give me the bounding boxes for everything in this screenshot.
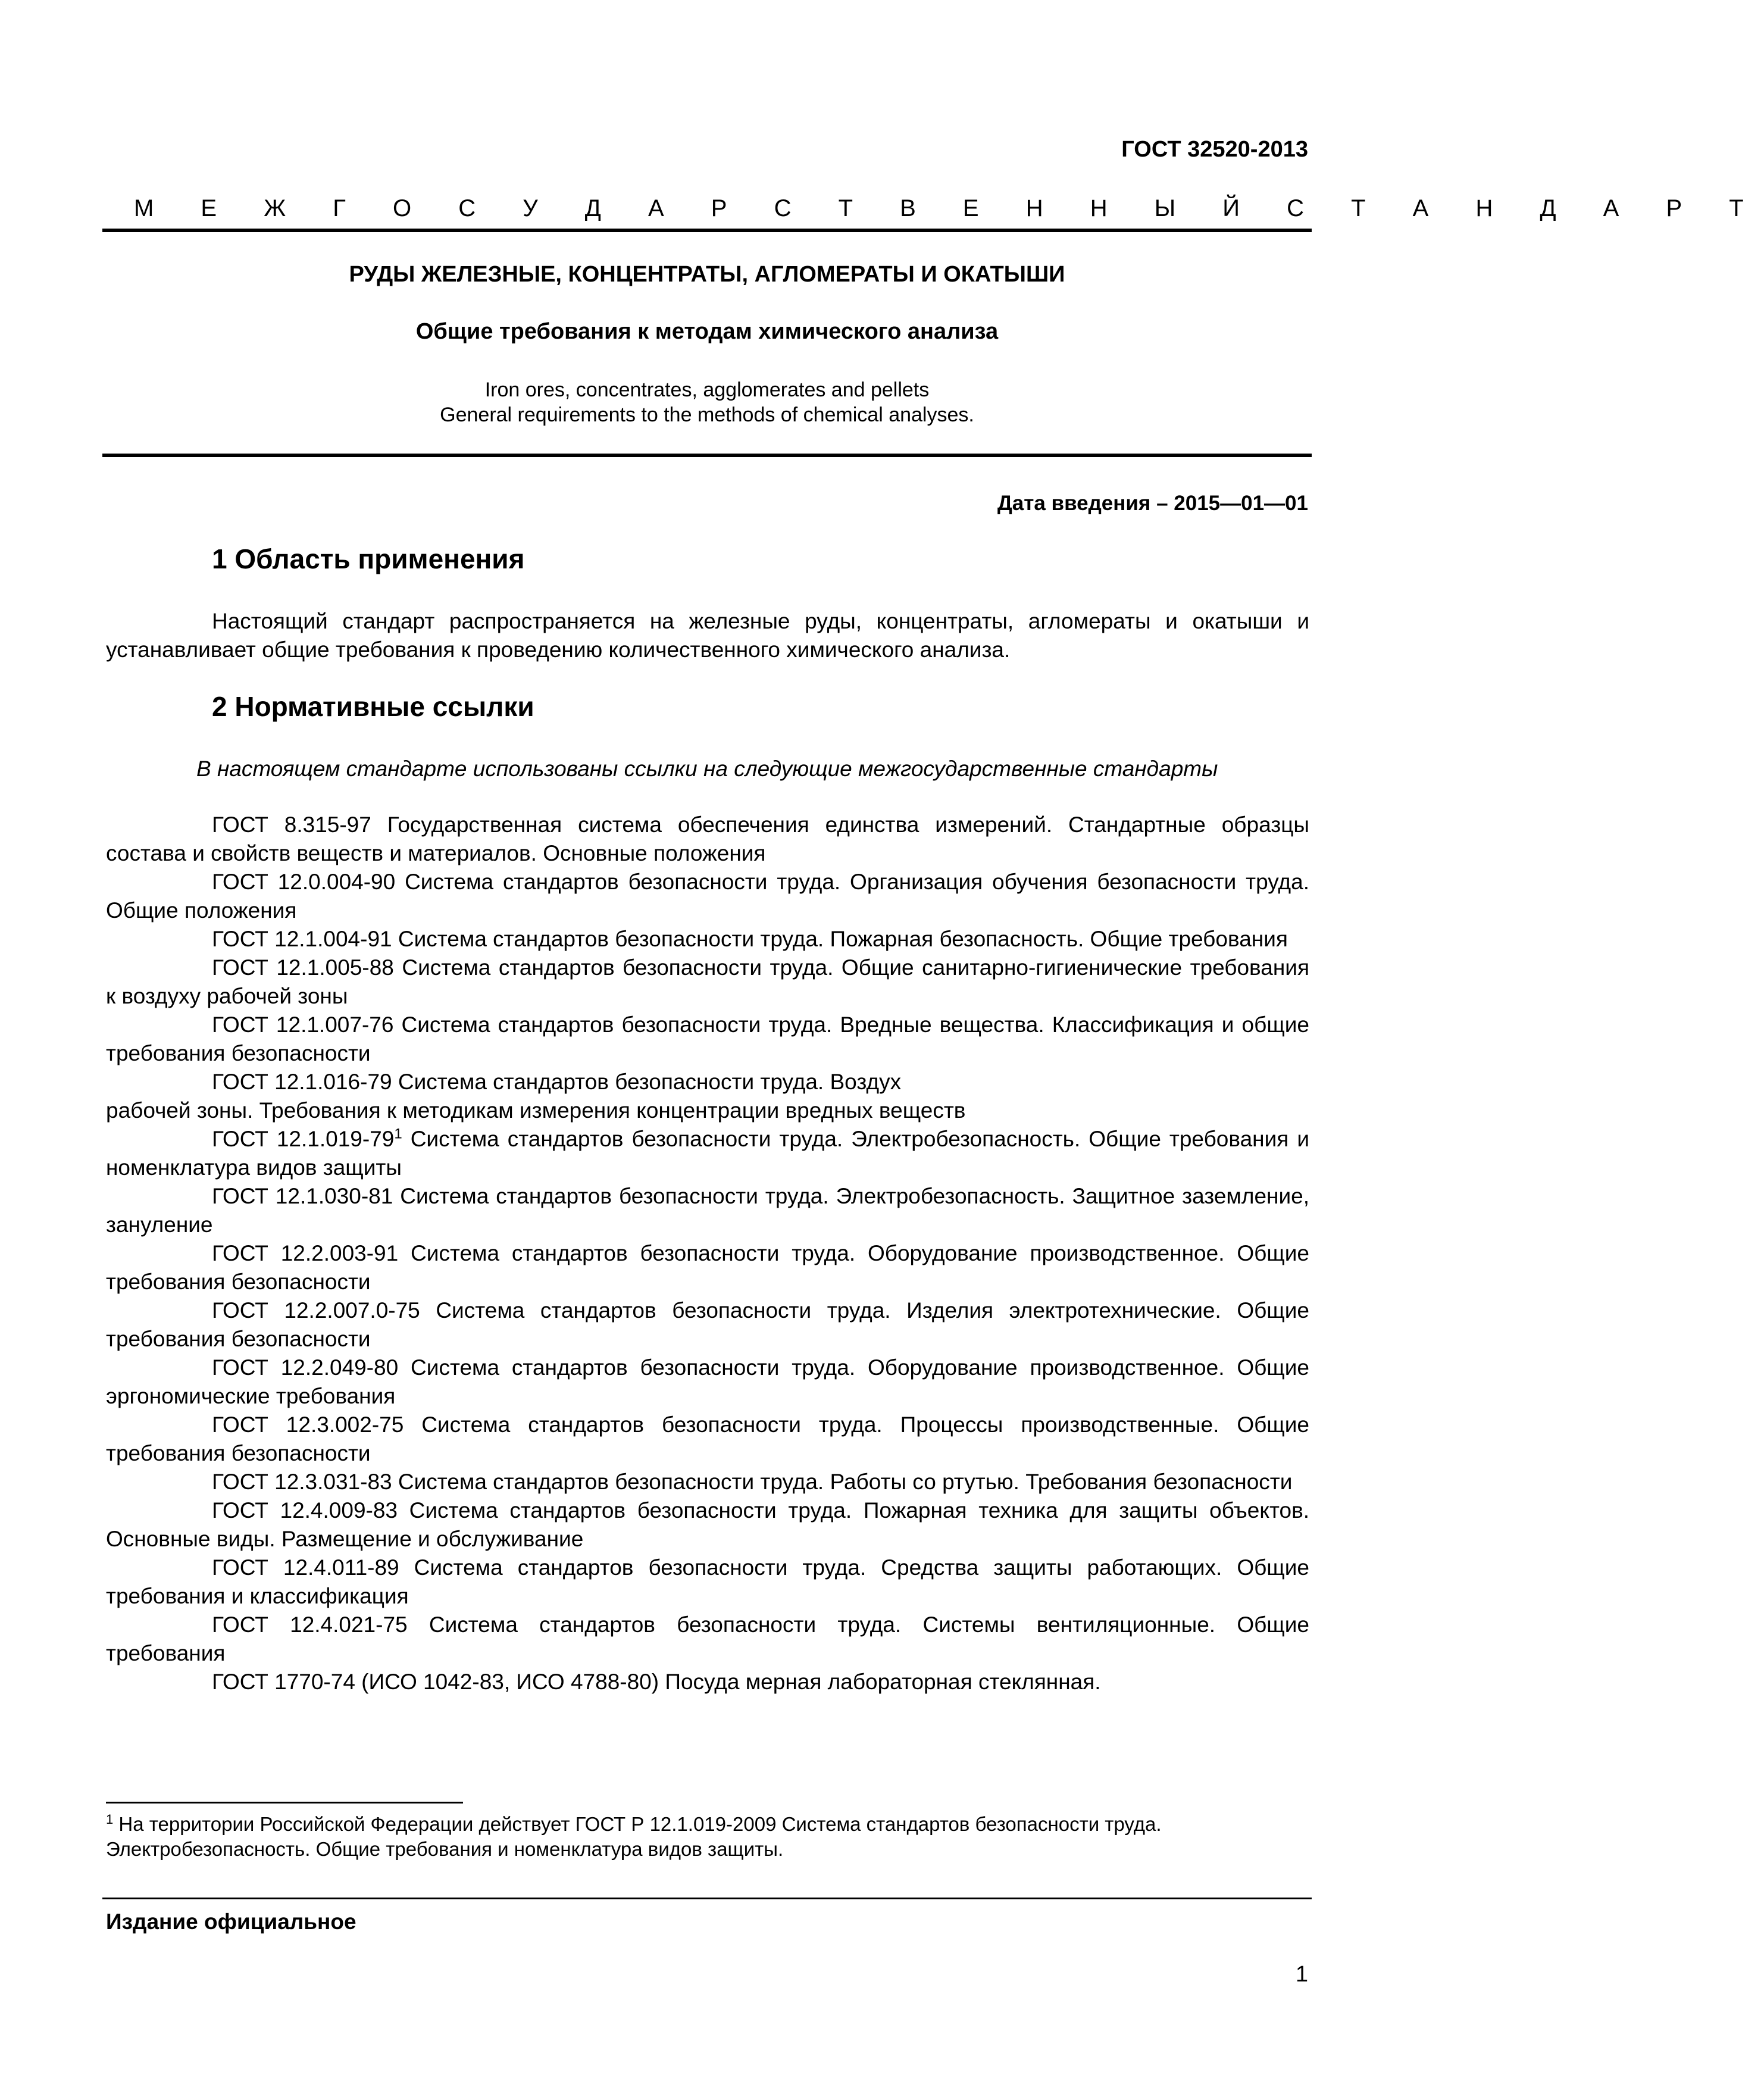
footnote-reference-marker: 1 bbox=[394, 1126, 402, 1142]
section-1-paragraph: Настоящий стандарт распространяется на железные руды, концентраты, агломераты и окатыши и устанавливает общие требования к проведению количественного химического анализа. bbox=[106, 609, 1309, 662]
title-rule bbox=[102, 454, 1312, 457]
reference-item: ГОСТ 12.4.011-89 Система стандартов безопасности труда. Средства защиты работающих. Общие требования и классификация bbox=[106, 1555, 1309, 1608]
section-2-intro-block bbox=[106, 755, 1309, 783]
standard-title: РУДЫ ЖЕЛЕЗНЫЕ, КОНЦЕНТРАТЫ, АГЛОМЕРАТЫ И ОКАТЫШИ bbox=[349, 262, 1065, 287]
reference-item: ГОСТ 12.1.030-81 Система стандартов безопасности труда. Электробезопасность. Защитное заземление, зануление bbox=[106, 1184, 1309, 1237]
reference-item: ГОСТ 12.2.007.0-75 Система стандартов безопасности труда. Изделия электротехнические. Общие требования безопасности bbox=[106, 1298, 1309, 1351]
reference-item: ГОСТ 12.3.002-75 Система стандартов безопасности труда. Процессы производственные. Общие требования безопасности bbox=[106, 1412, 1309, 1465]
normative-references-list bbox=[106, 811, 1309, 1696]
reference-title: Система стандартов безопасности труда. Электробезопасность. Общие требования и номенклатура видов защиты bbox=[106, 1127, 1309, 1180]
introduction-date: Дата введения – 2015—01—01 bbox=[997, 492, 1308, 515]
reference-item: ГОСТ 12.1.004-91 Система стандартов безопасности труда. Пожарная безопасность. Общие требования bbox=[212, 927, 1288, 951]
edition-label: Издание официальное bbox=[106, 1909, 356, 1934]
reference-item-with-footnote bbox=[106, 1125, 1309, 1182]
section-2-intro: В настоящем стандарте использованы ссылки на следующие межгосударственные стандарты bbox=[196, 757, 1218, 781]
reference-item: ГОСТ 12.1.007-76 Система стандартов безопасности труда. Вредные вещества. Классификация и общие требования безопасности bbox=[106, 1012, 1309, 1065]
reference-item: ГОСТ 12.1.016-79 Система стандартов безопасности труда. Воздух bbox=[212, 1070, 902, 1094]
section-2-heading-block bbox=[106, 690, 1309, 723]
document-number: ГОСТ 32520-2013 bbox=[1121, 137, 1308, 162]
footnote bbox=[106, 1812, 1290, 1862]
footnote-text: На территории Российской Федерации действует ГОСТ Р 12.1.019-2009 Система стандартов безопасности труда. Электробезопасность. Общие требования и номенклатура видов защиты. bbox=[106, 1813, 1162, 1860]
section-1-body bbox=[106, 607, 1309, 664]
reference-item: ГОСТ 12.3.031-83 Система стандартов безопасности труда. Работы со ртутью. Требования безопасности bbox=[212, 1470, 1293, 1494]
footnote-separator bbox=[106, 1802, 463, 1803]
footnote-marker: 1 bbox=[106, 1812, 114, 1827]
english-title-line-2: General requirements to the methods of chemical analyses. bbox=[440, 404, 974, 426]
reference-item: ГОСТ 12.2.003-91 Система стандартов безопасности труда. Оборудование производственное. Общие требования безопасности bbox=[106, 1241, 1309, 1294]
english-title-line-1: Iron ores, concentrates, agglomerates and pellets bbox=[484, 379, 930, 401]
reference-item: ГОСТ 1770-74 (ИСО 1042-83, ИСО 4788-80) Посуда мерная лабораторная стеклянная. bbox=[212, 1670, 1101, 1694]
reference-item: ГОСТ 12.2.049-80 Система стандартов безопасности труда. Оборудование производственное. Общие эргономические требования bbox=[106, 1355, 1309, 1408]
reference-item: ГОСТ 12.4.021-75 Система стандартов безопасности труда. Системы вентиляционные. Общие требования bbox=[106, 1612, 1309, 1665]
section-2-heading: 2 Нормативные ссылки bbox=[212, 691, 534, 722]
header-rule bbox=[102, 229, 1312, 232]
reference-item: ГОСТ 8.315-97 Государственная система обеспечения единства измерений. Стандартные образцы состава и свойств веществ и материалов. Основные положения bbox=[106, 812, 1309, 865]
reference-item: ГОСТ 12.4.009-83 Система стандартов безопасности труда. Пожарная техника для защиты объектов. Основные виды. Размещение и обслуживание bbox=[106, 1498, 1309, 1551]
reference-item-continuation: рабочей зоны. Требования к методикам измерения концентрации вредных веществ bbox=[106, 1098, 966, 1123]
standard-type-heading: М Е Ж Г О С У Д А Р С Т В Е Н Н Ы Й С Т А Н Д А Р Т bbox=[134, 195, 1764, 221]
footer-rule bbox=[102, 1898, 1312, 1899]
section-1-heading: 1 Область применения bbox=[212, 543, 525, 574]
reference-item: ГОСТ 12.0.004-90 Система стандартов безопасности труда. Организация обучения безопасности труда. Общие положения bbox=[106, 870, 1309, 923]
reference-item: ГОСТ 12.1.005-88 Система стандартов безопасности труда. Общие санитарно-гигиенические требования к воздуху рабочей зоны bbox=[106, 955, 1309, 1008]
standard-subtitle: Общие требования к методам химического анализа bbox=[415, 319, 999, 344]
section-1-heading-block bbox=[106, 543, 1309, 575]
reference-code: ГОСТ 12.1.019-79 bbox=[212, 1127, 395, 1151]
page-number: 1 bbox=[1295, 1962, 1308, 1987]
english-title bbox=[102, 377, 1312, 427]
